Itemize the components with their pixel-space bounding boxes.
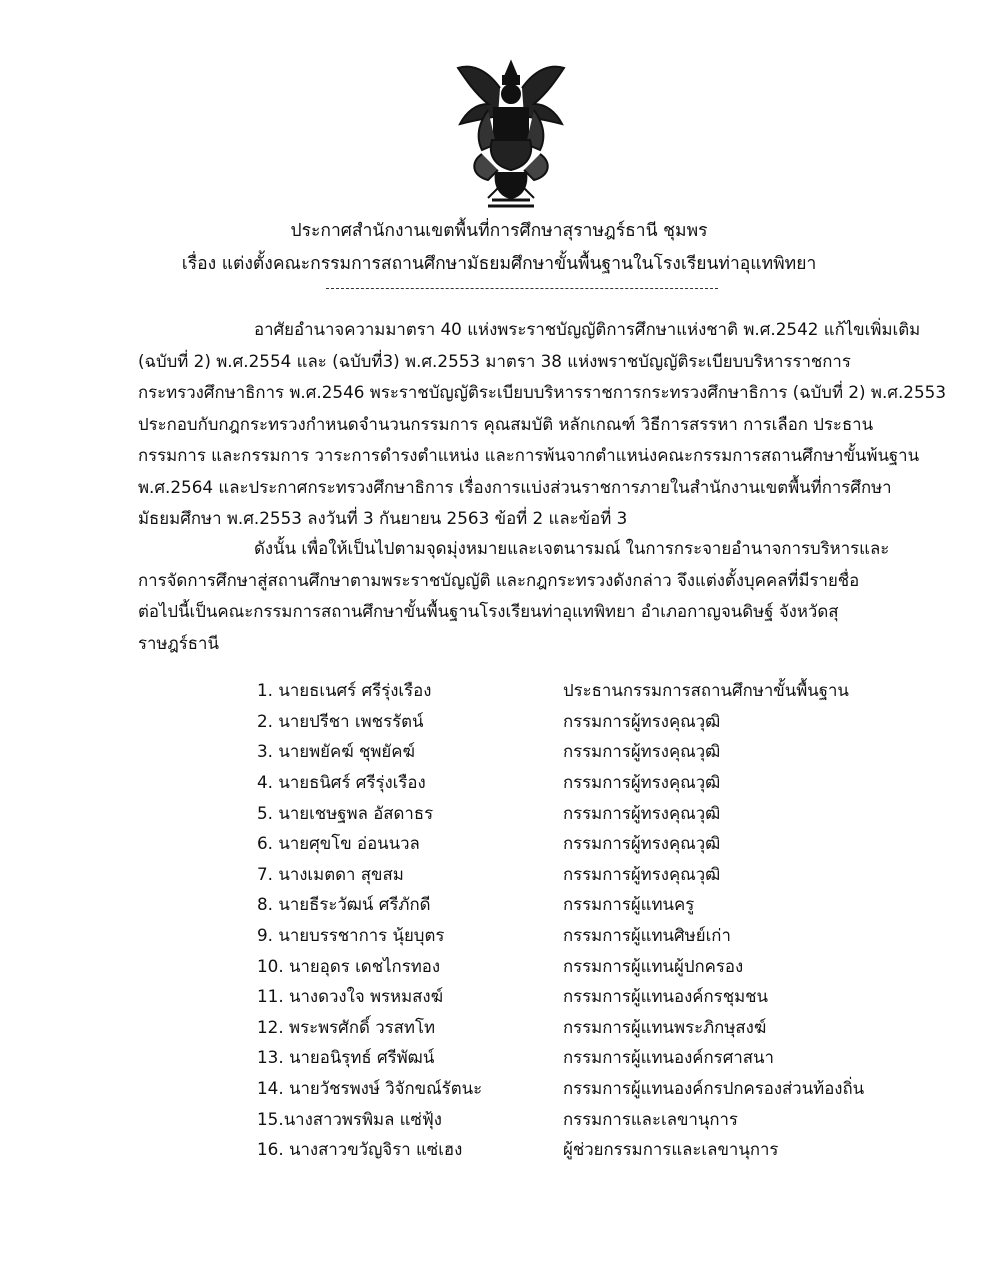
member-name: 11. นางดวงใจ พรหมสงฆ์ — [257, 986, 444, 1007]
member-name: 8. นายธีระวัฒน์ ศรีภักดี — [257, 894, 431, 915]
member-role: กรรมการผู้ทรงคุณวุฒิ — [563, 863, 721, 884]
list-item — [257, 1043, 897, 1074]
title-divider — [326, 288, 718, 289]
member-role: กรรมการผู้แทนองค์กรศาสนา — [563, 1047, 774, 1068]
member-role: กรรมการผู้แทนองค์กรชุมชน — [563, 986, 769, 1007]
member-role: ผู้ช่วยกรรมการและเลขานุการ — [563, 1139, 779, 1160]
list-item — [257, 707, 897, 738]
list-item — [257, 890, 897, 921]
member-role: กรรมการผู้แทนพระภิกษุสงฆ์ — [563, 1016, 767, 1037]
member-name: 4. นายธนิศร์ ศรีรุ่งเรือง — [257, 772, 426, 793]
member-role: กรรมการผู้แทนองค์กรปกครองส่วนท้องถิ่น — [563, 1078, 865, 1099]
member-name: 7. นางเมตดา สุขสม — [257, 863, 404, 884]
list-item — [257, 829, 897, 860]
member-name: 12. พระพรศักดิ์ วรสทโท — [257, 1016, 436, 1037]
list-item — [257, 921, 897, 952]
member-name: 13. นายอนิรุทธ์ ศรีพัฒน์ — [257, 1047, 435, 1068]
member-name: 5. นายเชษฐพล อัสดาธร — [257, 802, 434, 823]
garuda-emblem-icon — [448, 58, 574, 210]
member-name: 6. นายศุขโข อ่อนนวล — [257, 833, 420, 854]
list-item — [257, 982, 897, 1013]
list-item — [257, 798, 897, 829]
paragraph-authority: อาศัยอำนาจความมาตรา 40 แห่งพระราชบัญญัติการศึกษาแห่งชาติ พ.ศ.2542 แก้ไขเพิ่มเติม (ฉบับที่ 2) พ.ศ.2554 และ (ฉบับที่3) พ.ศ.2553 มาตรา 38 แห่งพราชบัญญัติระเบียบบริหารราชการ กระทรวงศึกษาธิการ พ.ศ.2546 พระราชบัญญัติระเบียบบริหารราชการกระทรวงศึกษาธิการ (ฉบับที่ 2) พ.ศ.2553 ประกอบกับกฎกระทรวงกำหนดจำนวนกรรมการ คุณสมบัติ หลักเกณฑ์ วิธีการสรรหา การเลือก ประธาน กรรมการ และกรรมการ วาระการดำรงตำแหน่ง และการพ้นจากตำแหน่งคณะกรรมการสถานศึกษาขั้นพ้นฐาน พ.ศ.2564 และประกาศกระทรวงศึกษาธิการ เรื่องการแบ่งส่วนราชการภายในสำนักงานเขตพื้นที่การศึกษา มัธยมศึกษา พ.ศ.2553 ลงวันที่ 3 กันยายน 2563 ข้อที่ 2 และข้อที่ 3 — [138, 319, 946, 528]
member-name: 3. นายพยัคฆ์ ชุพยัคฆ์ — [257, 741, 415, 762]
list-item — [257, 951, 897, 982]
list-item — [257, 737, 897, 768]
member-role: กรรมการผู้ทรงคุณวุฒิ — [563, 802, 721, 823]
list-item — [257, 676, 897, 707]
member-name: 2. นายปรีชา เพชรรัตน์ — [257, 710, 424, 731]
list-item — [257, 860, 897, 891]
member-name: 14. นายวัชรพงษ์ วิจักขณ์รัตนะ — [257, 1078, 483, 1099]
list-item — [257, 768, 897, 799]
member-name: 1. นายธเนศร์ ศรีรุ่งเรือง — [257, 680, 432, 701]
list-item — [257, 1013, 897, 1044]
list-item — [257, 1104, 897, 1135]
member-role: กรรมการผู้แทนศิษย์เก่า — [563, 925, 731, 946]
member-name: 10. นายอุดร เดชไกรทอง — [257, 955, 441, 976]
member-role: กรรมการผู้ทรงคุณวุฒิ — [563, 710, 721, 731]
member-role: กรรมการผู้แทนครู — [563, 894, 695, 915]
member-role: ประธานกรรมการสถานศึกษาขั้นพื้นฐาน — [563, 680, 849, 701]
member-role: กรรมการผู้ทรงคุณวุฒิ — [563, 741, 721, 762]
document-title: ประกาศสำนักงานเขตพื้นที่การศึกษาสุราษฎร์ธานี ชุมพร — [290, 221, 708, 241]
committee-member-list — [257, 676, 897, 1166]
member-role: กรรมการและเลขานุการ — [563, 1108, 738, 1129]
member-name: 9. นายบรรชาการ นุ้ยบุตร — [257, 925, 445, 946]
member-role: กรรมการผู้ทรงคุณวุฒิ — [563, 772, 721, 793]
paragraph-appointment: ดังนั้น เพื่อให้เป็นไปตามจุดมุ่งหมายและเจตนารมณ์ ในการกระจายอำนาจการบริหารและ การจัดการศึกษาสู่สถานศึกษาตามพระราชบัญญัติ และกฎกระทรวงดังกล่าว จึงแต่งตั้งบุคคลที่มีรายชื่อ ต่อไปนี้เป็นคณะกรรมการสถานศึกษาขั้นพื้นฐานโรงเรียนท่าอุแทพิทยา อำเภอกาญจนดิษฐ์ จังหวัดสุ ราษฎร์ธานี — [138, 538, 890, 653]
document-subject: เรื่อง แต่งตั้งคณะกรรมการสถานศึกษามัธยมศึกษาขั้นพื้นฐานในโรงเรียนท่าอุแทพิทยา — [181, 254, 817, 274]
list-item — [257, 1074, 897, 1105]
list-item — [257, 1135, 897, 1166]
member-role: กรรมการผู้ทรงคุณวุฒิ — [563, 833, 721, 854]
member-name: 16. นางสาวขวัญจิรา แซ่เฮง — [257, 1139, 463, 1160]
member-name: 15.นางสาวพรพิมล แซ่ฟุ้ง — [257, 1108, 442, 1129]
member-role: กรรมการผู้แทนผู้ปกครอง — [563, 955, 744, 976]
